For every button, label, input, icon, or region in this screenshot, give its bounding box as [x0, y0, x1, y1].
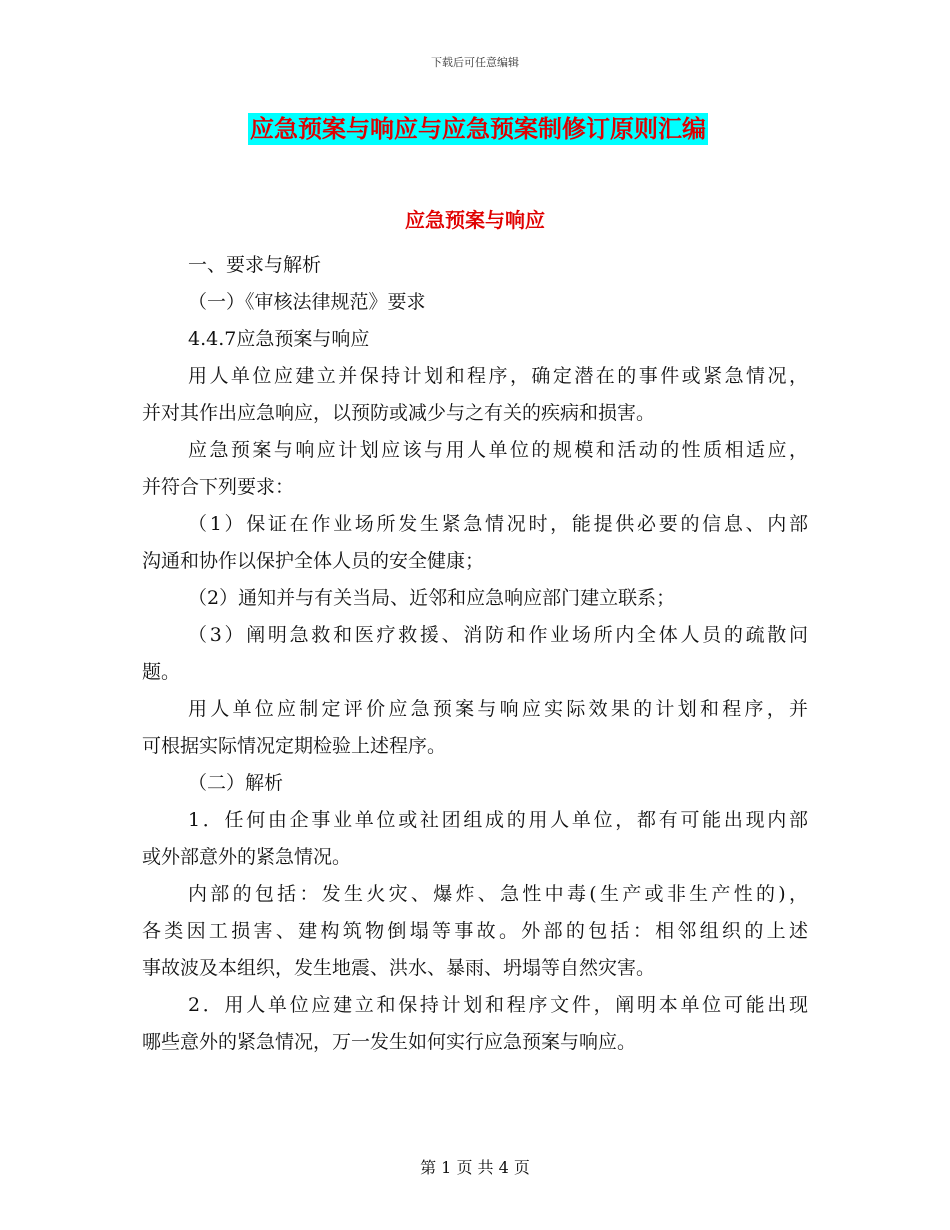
page-footer: 第 1 页 共 4 页	[420, 1158, 530, 1177]
paragraph-line: 事故波及本组织，发生地震、洪水、暴雨、坍塌等自然灾害。	[142, 957, 656, 979]
paragraph-line: 用人单位应建立并保持计划和程序，确定潜在的事件或紧急情况，	[188, 365, 808, 387]
paragraph-line: 内部的包括：发生火灾、爆炸、急性中毒(生产或非生产性的)，	[188, 883, 808, 905]
paragraph-line: 可根据实际情况定期检验上述程序。	[142, 735, 447, 757]
list-item-1: （1）保证在作业场所发生紧急情况时，能提供必要的信息、内部	[188, 513, 808, 535]
paragraph-line: 或外部意外的紧急情况。	[142, 846, 352, 868]
document-title: 应急预案与响应与应急预案制修订原则汇编	[250, 115, 706, 143]
paragraph-line: 各类因工损害、建构筑物倒塌等事故。外部的包括：相邻组织的上述	[142, 920, 808, 942]
section-title: 应急预案与响应	[405, 208, 545, 232]
paragraph-line: 用人单位应制定评价应急预案与响应实际效果的计划和程序，并	[188, 698, 808, 720]
paragraph-line: 哪些意外的紧急情况，万一发生如何实行应急预案与响应。	[142, 1031, 637, 1053]
header-note: 下载后可任意编辑	[431, 56, 519, 69]
paragraph-line: 并对其作出应急响应，以预防或减少与之有关的疾病和损害。	[142, 402, 656, 424]
heading-requirements-analysis: 一、要求与解析	[188, 254, 322, 276]
list-item-2: （2）通知并与有关当局、近邻和应急响应部门建立联系；	[188, 587, 676, 609]
paragraph-line: 1．任何由企事业单位或社团组成的用人单位，都有可能出现内部	[188, 809, 808, 831]
paragraph-line: 应急预案与响应计划应该与用人单位的规模和活动的性质相适应，	[188, 439, 808, 461]
list-item-3-cont: 题。	[142, 661, 181, 683]
list-item-1-cont: 沟通和协作以保护全体人员的安全健康；	[142, 550, 485, 572]
subheading-audit-requirements: （一）《审核法律规范》要求	[188, 291, 426, 313]
paragraph-line: 2．用人单位应建立和保持计划和程序文件，阐明本单位可能出现	[188, 994, 808, 1016]
list-item-3: （3）阐明急救和医疗救援、消防和作业场所内全体人员的疏散问	[188, 624, 808, 646]
subheading-analysis: （二）解析	[188, 772, 284, 794]
clause-heading: 4.4.7应急预案与响应	[188, 328, 370, 350]
paragraph-line: 并符合下列要求：	[142, 476, 295, 498]
